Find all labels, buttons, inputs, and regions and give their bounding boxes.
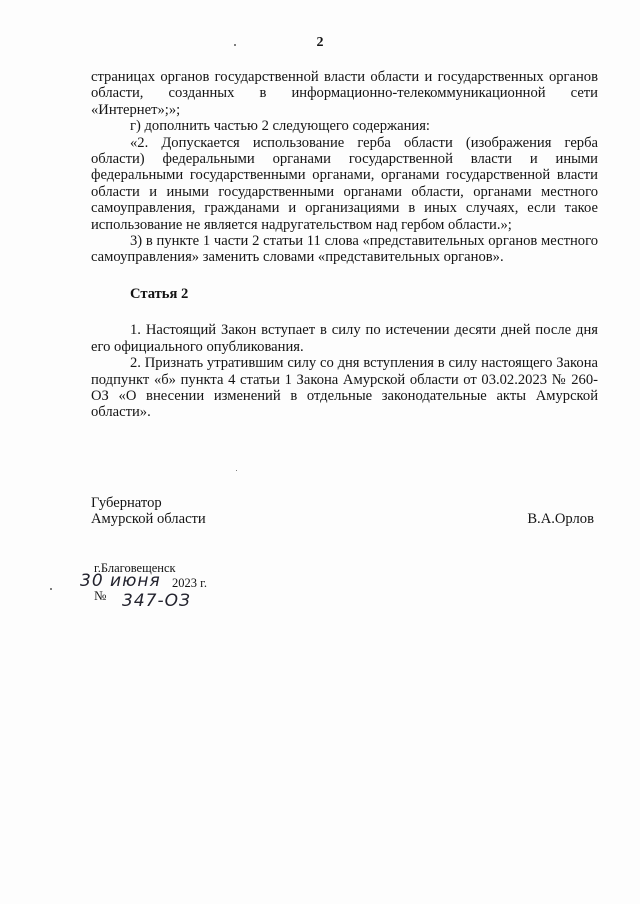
paragraph-item-g: г) дополнить частью 2 следующего содержания: (130, 118, 430, 135)
scan-speck (236, 470, 237, 471)
page-number: 2 (316, 35, 324, 50)
paragraph-article-2-clause-2: 2. Признать утратившим силу со дня вступления в силу настоящего Закона подпункт «б» пункта 4 статьи 1 Закона Амурской области от 03.02.2023 № 260-ОЗ «О внесении изменений в отдельные законодательные акты Амурской области». (91, 355, 598, 421)
city-name: г.Благовещенск (94, 561, 176, 575)
number-sign: № (94, 588, 107, 603)
paragraph-item-3: 3) в пункте 1 части 2 статьи 11 слова «представительных органов местного самоуправления» заменить словами «представительных органов». (91, 233, 598, 266)
signatory-name: В.А.Орлов (527, 511, 594, 527)
paragraph-continuation: страницах органов государственной власти области и государственных органов области, созданных в информационно-телекоммуникационной сети «Интернет»;»; (91, 69, 598, 118)
paragraph-article-2-clause-1: 1. Настоящий Закон вступает в силу по истечении десяти дней после дня его официального опубликования. (91, 322, 598, 355)
signature-block (91, 495, 598, 528)
handwritten-date: 30 июня (80, 571, 161, 591)
scan-speck (50, 588, 52, 590)
scan-speck (234, 44, 236, 46)
signatory-title-line1: Губернатор (91, 495, 162, 511)
paragraph-quoted-part-2: «2. Допускается использование герба области (изображения герба области) федеральными органами государственной власти и иными федеральными государственными органами, органами государственной власти области и иными государственными органами области, органами местного самоуправления, гражданами и организациями в иных случаях, если такое использование не является надругательством над гербом области.»; (91, 134, 598, 233)
signatory-title-line2: Амурской области (91, 511, 206, 528)
article-2-heading: Статья 2 (130, 285, 189, 302)
handwritten-law-number: 347-ОЗ (122, 591, 191, 611)
law-number (94, 588, 254, 612)
document-body (91, 69, 598, 421)
date-year: 2023 г. (172, 576, 207, 590)
